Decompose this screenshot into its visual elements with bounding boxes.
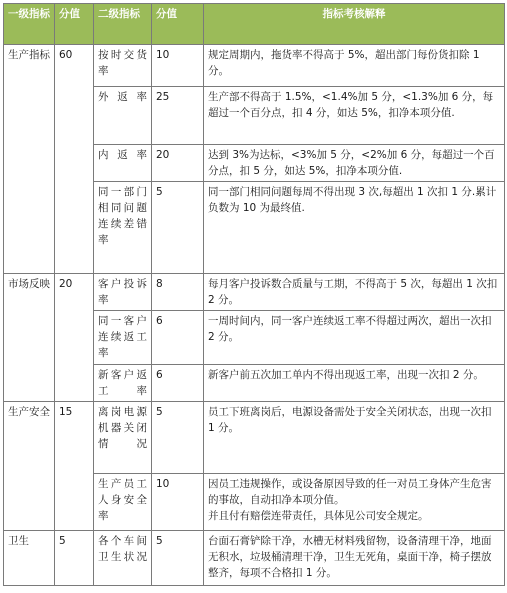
item-desc: 一周时间内，同一客户连续返工率不得超过两次，超出一次扣 2 分。 <box>204 311 505 365</box>
item-desc-line1: 因员工违规操作，或设备原因导致的任一对员工身体产生危害的事故，自动扣净本项分值。 <box>208 478 492 506</box>
group-name: 市场反映 <box>4 274 55 402</box>
group-name: 生产安全 <box>4 402 55 531</box>
table-row <box>4 274 505 311</box>
header-level2: 二级指标 <box>94 4 152 45</box>
item-name: 新客户返工率 <box>94 365 152 402</box>
header-level1: 一级指标 <box>4 4 55 45</box>
item-name: 同一部门相同问题连续差错率 <box>94 182 152 274</box>
item-name: 生产员工人身安全率 <box>94 474 152 531</box>
group-name: 卫生 <box>4 531 55 586</box>
kpi-table <box>3 3 505 586</box>
item-desc: 新客户前五次加工单内不得出现返工率，出现一次扣 2 分。 <box>204 365 505 402</box>
item-desc: 台面石膏铲除干净，水槽无材料残留物，设备清理干净，地面无积水，垃圾桶清理干净，卫生无死角，桌面干净，椅子摆放整齐，每项不合格扣 1 分。 <box>204 531 505 586</box>
header-explanation: 指标考核解释 <box>204 4 505 45</box>
table-row <box>4 531 505 586</box>
item-score: 25 <box>152 87 204 145</box>
table-row <box>4 45 505 87</box>
item-desc: 规定周期内，拖货率不得高于 5%，超出部门每份货扣除 1 分。 <box>204 45 505 87</box>
item-score: 6 <box>152 365 204 402</box>
item-score: 5 <box>152 182 204 274</box>
item-score: 20 <box>152 145 204 182</box>
item-score: 6 <box>152 311 204 365</box>
item-name: 离岗电源机器关闭情况 <box>94 402 152 474</box>
header-score1: 分值 <box>55 4 94 45</box>
group-score: 20 <box>55 274 94 402</box>
item-name: 按时交货率 <box>94 45 152 87</box>
item-desc: 员工下班离岗后，电源设备需处于安全关闭状态，出现一次扣 1 分。 <box>204 402 505 474</box>
item-score: 10 <box>152 474 204 531</box>
item-name: 外返率 <box>94 87 152 145</box>
group-score: 60 <box>55 45 94 274</box>
header-score2: 分值 <box>152 4 204 45</box>
item-score: 5 <box>152 531 204 586</box>
item-desc: 同一部门相同问题每周不得出现 3 次,每超出 1 次扣 1 分.累计负数为 10 为最终值. <box>204 182 505 274</box>
item-name: 内返率 <box>94 145 152 182</box>
group-name: 生产指标 <box>4 45 55 274</box>
item-desc-line2: 并且付有赔偿连带责任，具体见公司安全规定。 <box>208 510 429 522</box>
item-name: 客户投诉率 <box>94 274 152 311</box>
item-name: 各个车间卫生状况 <box>94 531 152 586</box>
table-row <box>4 402 505 474</box>
item-desc <box>204 474 505 531</box>
group-score: 5 <box>55 531 94 586</box>
item-score: 5 <box>152 402 204 474</box>
item-desc: 达到 3%为达标，<3%加 5 分，<2%加 6 分，每超过一个百分点，扣 5 分，如达 5%，扣净本项分值. <box>204 145 505 182</box>
header-row <box>4 4 505 45</box>
item-name: 同一客户连续返工率 <box>94 311 152 365</box>
item-desc: 生产部不得高于 1.5%，<1.4%加 5 分，<1.3%加 6 分，每超过一个百分点，扣 4 分，如达 5%，扣净本项分值. <box>204 87 505 145</box>
item-score: 8 <box>152 274 204 311</box>
item-score: 10 <box>152 45 204 87</box>
item-desc: 每月客户投诉数合质量与工期，不得高于 5 次，每超出 1 次扣 2 分。 <box>204 274 505 311</box>
group-score: 15 <box>55 402 94 531</box>
